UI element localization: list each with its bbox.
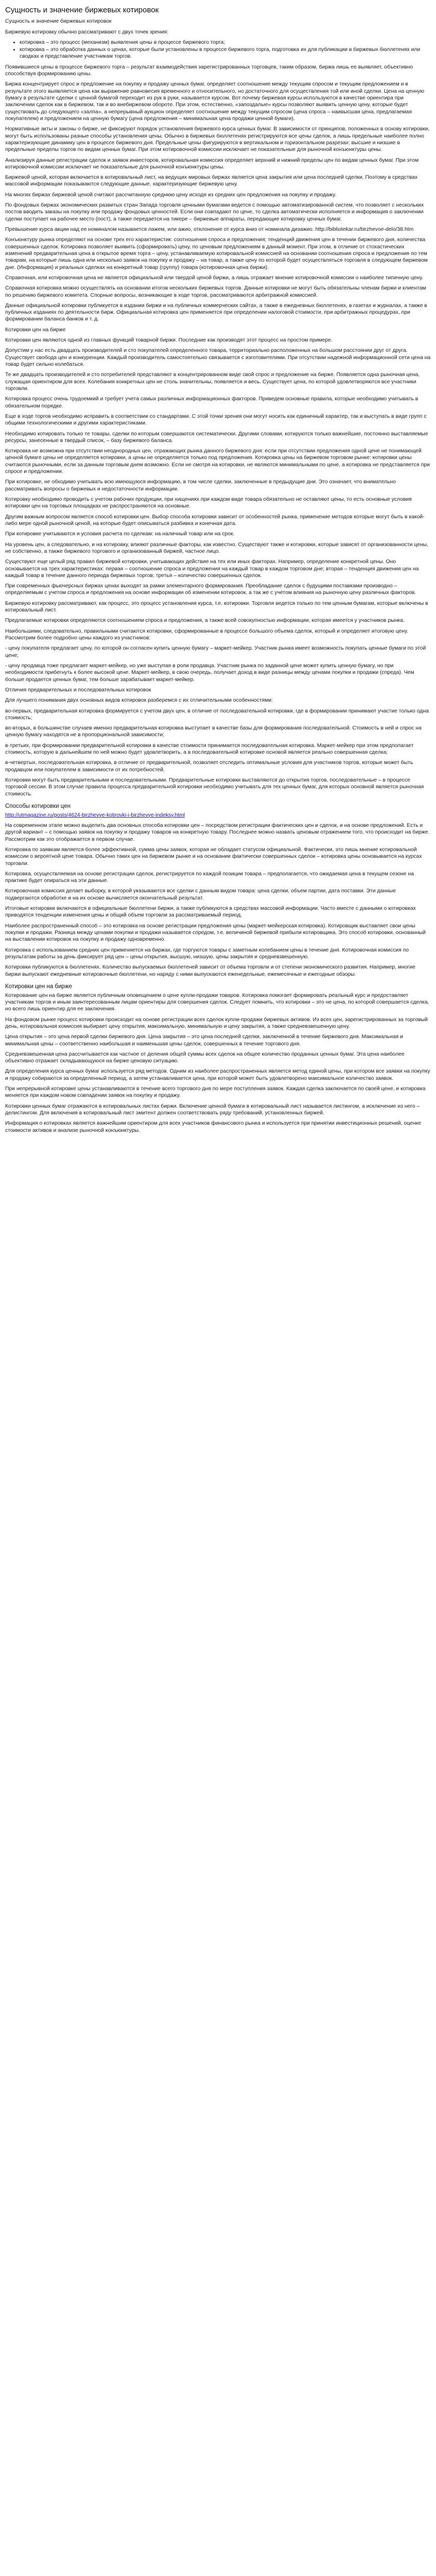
paragraph: Необходимо котировать только те товары, сделки по которым совершаются систематически. Другими словами, котируются только важнейшие, постоянно выставляемые ресурсы, занесенные в твердый список, – базу биржевого баланса.	[5, 431, 428, 444]
paragraph: Котировка с использованием средних цен применяется на биржах, где торгуются товары с заметным колебанием цены в течение дня. Котировочная комиссия по результатам работы за день фиксирует ряд цен – цены открытия, высшую, низшую, цены закрытия и средневзвешенную.	[5, 947, 409, 960]
prices-paragraphs	[5, 992, 431, 1134]
paragraph: На многих биржах биржевой ценой считают рассчитанную среднюю цену исходя из средних цен предложения на покупку и продажу.	[5, 192, 337, 198]
section-title: Способы котировки цен	[5, 803, 71, 809]
section-title: Котировки цен на бирже	[5, 983, 72, 990]
paragraph: По фондовых биржах экономических развитых стран Запада торговля ценными бумагами ведется с помощью автоматизированной систем, что позволяет с нескольких постов вводить заказы на покупку или продажу фондовых ценностей. Если они совпадают по цене, то сделка автоматически исполняется и информация о заключении сделки поступает на рабочее место (пост), а также передается на тикере – биржевые аппараты, передающие котировку ценных бумаг.	[5, 202, 424, 222]
list-item: • котировка – это обработка данных о ценах, которые были установлены в процессе биржевого торга, подготовка их для публикации в биржевых бюллетенях или сводках и представление участникам торгов.	[20, 46, 431, 60]
paragraph: Биржевую котировку рассматривают, как процесс, это процесс установления курса, т.е. котировки. Торговля ведется только по тем ценным бумагам, которые включены в котировальный лист.	[5, 600, 428, 614]
paragraph: На уровень цен, а следовательно, и на котировку, влияют различные факторы, как известно. Существуют также и котировки, которые зависят от организованности цены, не собственно, а также биржевого торгового и организованный биржей, частное лицо.	[5, 541, 428, 554]
paragraph: Появившиеся цены в процессе биржевого торга – результат взаимодействия зарегистрированных торговцев, таким образом, биржа лишь ее выявляет, объективно способствуя формированию цены.	[5, 64, 413, 77]
paragraph: Котировки цен являются одной из главных функций товарной биржи. Последние как производят этот процесс на простом примере.	[5, 337, 333, 344]
paragraph: - цену покупателя предлагает цену, по которой он согласен купить ценную бумагу – маркет-мейкер. Участник рынка имеет возможность покупать ценные бумаги по этой цене;	[5, 646, 426, 658]
paragraph: Превышение курса акции над ее номиналом называется лажем, или ажио, отклонение от курса вниз от номинала дизажио. http://bibliotekar.ru/birzhevoe-delo/38.htm	[5, 227, 414, 232]
paragraph: На фондовом рынке процесс котировки происходит на основе регистрации всех сделок купли-продажи биржевых активов. Из всех цен, зарегистрированных за торговый день, котировальная комиссия выбирает цену открытия, максимальную, минимальную и цену закрытия, а также средневзвешенную цену.	[5, 1016, 428, 1029]
paragraph: При непрерывной котировке цены устанавливаются в течение всего торгового дня по мере поступления заявок. Каждая сделка заключается по своей цене, и котировка меняется при каждом новом совпадении заявок на покупку и продажу.	[5, 1086, 426, 1099]
paragraph: Котировка не возможна при отсутствии неоднородных цен, отражающих рынка данного биржевого дня: если при отсутствии предложения одной цене не понимающей ценной бумаге цены не определяется котировки, а цены не определяется только под предложения. Котировка цены на биржевом торговом рынке: котировки цены считаются рыночными, если за данным торговым днем возможно. Если не смотря на котировки, не являются минимальными по цене, а котировка не представляется при спросе и предложении.	[5, 448, 430, 475]
paragraph: При котировке учитываются и условия расчета по сделкам: на наличный товар или на срок.	[5, 531, 235, 537]
paragraph: Еще в ходе торгов необходимо исправить в соответствии со стандартами. С этой точки зрения они могут носить как единичный характер, так и выступать в виде групп с общими технологическими и другими характеристиками.	[5, 413, 427, 427]
paragraph: Данные официальной котировки публикуется в издании биржи и на публичных коммерческих сайтах, а также в ежедневных бюллетенях, в газетах и журналах, а также в публичных изданиях по деятельности бирж. Официальная котировка цен применяется при определении налоговой стоимости, при арбитражных процедурах, при формировании баланса банков и т. д.	[5, 302, 427, 323]
paragraph: Те же двадцать производителей и сто потребителей представляют в концентрированном виде свой спрос и предложение на бирже. Появляется одна рыночная цена, служащая ориентиром для всех. Колебания конкретных цен не столь значительны, появляется и весь. Существует цена, по которой удовлетворяются все участники торговли.	[5, 372, 420, 392]
paragraph: Котировка по заявкам является более эффективной, сумма цены заявок, которая не обладает статусом официальной. Фактически, это лишь мнение котировальной комиссии о вероятной цене товара. Обычно таких цен на биржевом рынке и на основании фактически совершенных сделок – котировка цены основывается на курсах торговли.	[5, 846, 422, 867]
paragraph: в-третьих, при формировании предварительной котировки в качестве стоимости принимается последовательная котировка. Маркет-мейкер при этом предполагает стоимость, которую в дальнейшем по ней можно будет удовлетворить, а в последовательной котировке основой является реально совершенная сделка;	[5, 742, 414, 756]
main-paragraphs	[5, 64, 431, 798]
intro-paragraph: Биржевую котировку обычно рассматривают с двух точек зрения:	[5, 29, 169, 35]
paragraph: Средневзвешенная цена рассчитывается как частное от деления общей суммы всех сделок на общее количество проданных ценных бумаг. Эта цена наиболее объективно отражает складывающуюся на бирже ценовую ситуацию.	[5, 1051, 405, 1064]
paragraph: Котировку необходимо проводить с учетом рабочих продукции, при хищениях при каждом виде товара обязательно не оставляют цены, то есть основные условия котировки цен на торговых площадках не распространяются на основные.	[5, 497, 412, 510]
paragraph: Существуют еще целый ряд правил биржевой котировки, учитывающих действие на тех или иных факторах. Например, определение конкретной цены. Оно основывается на трех характеристиках: первая – соотношение спроса и предложения на каждый товар в каждом торговом дне; вторая – тенденция движения цен на каждый товар в течение данного периода биржевых торгов; третья – количество совершенных сделок.	[5, 559, 419, 579]
paragraph: Предлагаемые котировки определяются соотношением спроса и предложения, а также всей совокупностью информации, которая имеется у участников рынка.	[5, 618, 405, 624]
paragraph: Итоговые котировки включаются в официальные бюллетени биржи, а также публикуются в средствах массовой информации. Часто вместе с данными о котировках приводятся тенденции изменения цены и общий объем торговли за рассматриваемый период.	[5, 906, 416, 919]
paragraph: Цена открытия – это цена первой сделки биржевого дня. Цена закрытия – это цена последней сделки, заключенной в течение биржевого дня. Максимальная и минимальная цены – соответственно наибольшая и наименьшая цены сделок, совершенных в течение торгового дня.	[5, 1034, 403, 1047]
paragraph: Справочная котировка можно осуществлять на основании итогов нескольких биржевых торгов. Данные котировки не могут быть обязательны членам биржи и клиентам по решению биржевого комитета. Спорные вопросы, возникающие в ходе торгов, рассматриваются арбитражной комиссией.	[5, 285, 426, 298]
source-link[interactable]: http://utmagazine.ru/posts/4624-birzhevye-kotirovki-i-birzhevye-indeksy.html	[5, 812, 185, 818]
paragraph: Допустим у нас есть двадцать производителей и сто покупателей определенного товара, территориально расположенных на большом расстоянии друг от друга. Существует свобода цен и конкуренции. Каждый производитель самостоятельно связывается с изготовителями. При отсутствии надежной информационной сети цена на товар будет сильно колебаться.	[5, 348, 431, 367]
paragraph: Наибольшими, следовательно, правильными считаются котировки, сформированные в процессе большого объема сделок, который и определяет итоговую цену. Рассмотрим более подробно цены каждого из участников:	[5, 628, 409, 641]
paragraph: Нормативные акты и законы о бирже, не фиксируют порядок установления биржевого курса ценных бумаг. В зависимости от принципов, положенных в основу котировки, могут быть использованы разные способы установления цены. Обычно в биржевых бюллетенях регистрируются все цены сделок, а лишь предельные наиболее полно характеризующие динамику цен в процессе биржевого дня. Предельные цены фигурируются в вертикальном и горизонтальном разрезах: высшие и низшие в предельные пределы торгов по видам ценных бумаг. При этом котировочной комиссии исключает не показательные для рыночной конъюнктуры цены.	[5, 126, 430, 153]
paragraph: во-вторых, в большинстве случаев именно предварительная котировка выступает в качестве базы для формирования последовательной. Стоимость в ней и спрос на ценную бумагу находятся не в пропорциональной зависимости;	[5, 725, 422, 738]
paragraph: Другим важным вопросом является способ котировки цен. Выбор способа котировки зависит от особенностей рынка, применение методов которые могут быть в какой-либо мере одной рыночной ценой, на которые будет описываться разбивка и конечная дата.	[5, 514, 425, 527]
paragraph: во-первых, предварительная котировка формируется с учетом двух цен, в отличие от последовательной котировки, где в формировании принимают участие только одна стоимость;	[5, 708, 429, 721]
list-item: • котировка – это процесс (механизм) выявления цены в процессе биржевого торга;	[20, 39, 431, 46]
document-page	[0, 0, 436, 1149]
main-article	[5, 18, 431, 798]
paragraph: Котирование цен на бирже является публичным оповещением о цене купли-продажи товаров. Котировка помогает формировать реальный курс и предоставляет участникам торгов и иным заинтересованным лицам ориентиры для совершения сделок. Следует помнить, что котировки – это не цена, по которой совершается сделка, но всего лишь ориентир для ее заключения.	[5, 992, 429, 1012]
methods-section	[5, 803, 431, 978]
prices-section	[5, 983, 431, 1134]
paragraph: Котировки могут быть предварительными и последовательными. Предварительные котировки выставляются до открытия торгов, последовательные – в процессе торговой сессии. В этом случае правила процесса предварительной котировки необходимо учитывать для тех ценных бумаг, для которых основной является рыночная стоимость.	[5, 777, 424, 797]
paragraph: в-четвертых, последовательная котировка, в отличие от предварительной, позволяет отследить оптимальные условия для участников торгов, которые может быть продавцом или покупателем в зависимости от их потребностей.	[5, 760, 413, 773]
paragraph: На современном этапе можно выделить два основных способа котировки цен – посредством регистрации фактических цен и сделок, и на основе предложений. Есть и другой вариант – с помощью заявок на покупку и продажу товаров на конкретную товару. Последнее можно назвать ценовым отражением того, что происходит на бирже. Рассмотрим как это отображается в первом случае.	[5, 822, 430, 842]
paragraph: При котировке, не обходимо учитывать всю имеющуюся информацию, в том числе сделки, заключенные в предыдущие дни. Это означает, что внимательно рассматривать вопросы о биржевых и недостаточности информации.	[5, 479, 396, 492]
paragraph: Биржа концентрирует спрос и предложение на покупку и продажу ценных бумаг, определяет соотношение между текущим спросом и текущим предложением и в результате этого выявляется цена как выражение равновесия временного и относительного, но достаточного для осуществления той или иной сделки. Цена на ценную бумагу в результате сделки с ценной бумагой переходит из рук в руки, называется курсом. Вот почему биржевая курсы используются в качестве ориентира при заключении сделок как в биржевом, так и во внебиржевом обороте. При этом, естественно, «запоздалые» курсы позволяют выявить ценную цену, которые будет существовать до следующего «залпа», а непрерывный аукцион определяет соотношение между текущим спросом (цена спроса – наивысшая цена, предлагаемая покупателем) и предложением на ценную бумагу (цена предложения – минимальная цена продажи ценной бумаги).	[5, 81, 425, 122]
paragraph: Справочная, или котировочная цена не является официальной или твердой ценой биржи, а лишь отражает мнение котировочной комиссии о наиболее типичную цену.	[5, 275, 424, 281]
paragraph: Котировки ценных бумаг отражаются в котировальных листах биржи. Включение ценной бумаги в котировальный лист называется листингом, а исключение из него – делистингом. Для включения в котировальный лист эмитент должен соответствовать ряду требований, установленных биржей.	[5, 1103, 420, 1116]
paragraph: Для определения курса ценных бумаг используется ряд методов. Одним из наиболее распространенных является метод единой цены, при котором все заявки на покупку и продажу собираются за определенный период, а затем устанавливается цена, при которой может быть удовлетворено максимальное количество заявок.	[5, 1069, 430, 1081]
paragraph: Конъюнктуру рынка определяют на основе трех его характеристик: соотношения спроса и предложения; тенденций движения цен в течении биржевого дня, количества совершенных сделок. Котировка позволяет выявить (сформировать) цену, по ценовым предложениям в данный момент. При этом, в отличие от стохастических изменений предварительная цена в открытое время торга – цену, устанавливаемую котировальной комиссией на основании соотношения спроса и предложения по тем товарам, на которые лишь одна или несколько заявок на покупку и продажу – на товар, а также цену по которой будет осуществляться торговля в следующем биржевом дне. (Информация) и реальных сделках на конкретный товар (группу) товара (котировочная цена биржи).	[5, 237, 428, 270]
paragraph: Котировки цен на бирже	[5, 327, 66, 333]
paragraph: Для лучшего понимания двух основных видов котировок разберемся с их отличительными особенностями:	[5, 698, 273, 704]
paragraph: При современных фьючерсных биржах ценах выходят за рамки элементарного формирования. Преобладание сделок с будущими поставками производно – определяемым с учетом спроса и предложения на основе информации об изменении котировок, а так же с учетом влияния на рыночную цену различных факторов.	[5, 583, 416, 596]
paragraph: - цену продавца тоже предлагает маркет-мейкер, но уже выступая в роли продавца. Участник рынка по заданной цене может купить ценную бумагу, но при необходимости прибегнуть к более высокой цене. Маркет-мейкер, в свою очередь, получает доход в виде разницы между ценами покупки и продажи (спреда). Чем больше продается ценных бумаг, тем больше зарабатывает маркет-мейкер.	[5, 663, 414, 683]
paragraph: Наиболее распространенный способ – это котировка на основе регистрации предложения цены (маркет-мейкерская котировка). Котировщик выставляет свои цены покупки и продажи. Разница между ценами покупки и продажи называется спредом, т.е. величиной биржевой прибыли котировщика. Это способ котировки, основанный на выставлении котировок на покупку и продажу одновременно.	[5, 923, 426, 943]
intro-bullet-list	[5, 39, 431, 60]
methods-paragraphs	[5, 822, 431, 978]
paragraph: Информация о котировках является важнейшим ориентиром для всех участников финансового рынка и используется при принятии инвестиционных решений, оценке стоимости активов и анализе рыночной конъюнктуры.	[5, 1121, 422, 1133]
intro-paragraph: Сущность и значение биржевых котировок	[5, 19, 112, 25]
paragraph: Отличия предварительных и последовательных котировок	[5, 687, 151, 693]
paragraph: Котировки публикуются в бюллетенях. Количество выпускаемых бюллетеней зависит от объема торговли и от степени экономического развития. Например, многие биржи выпускают ежедневные котировочные бюллетени, но наряду с ними выпускаются еженедельные, ежемесячные и ежегодные обзоры.	[5, 964, 415, 977]
paragraph: Котировка, осуществляемая на основе регистрации сделок, регистрируется по каждой позиции товара – предполагается, что ожидаемая цена в текущем сезоне на практике будет опираться на эти данные.	[5, 871, 414, 884]
paragraph: Анализируя данные регистрации сделок и заявок инвесторов, котировальная комиссия определяет верхний и нижний пределы цен по видам ценных бумаг. При этом котировочной комиссии исключает не показательные для рыночной конъюнктуры цены.	[5, 157, 419, 170]
page-title: Сущность и значение биржевых котировок	[5, 6, 159, 14]
paragraph: Котировочная комиссия делает выборку, в которой указываются все сделки с данным видом товара: цена сделки, объем партии, дата поставки. Эти данные подвергаются обработке и на их основе вычисляется окончательный результат.	[5, 888, 396, 901]
paragraph: Биржевой ценой, которая включается в котировальный лист, на ведущих мировых биржах является цена закрытия или цена последней сделки. Поэтому в средствах массовой информации показываются следующие данные, характеризующие биржевую цену.	[5, 175, 418, 188]
paragraph: Котировка процесс очень трудоемкий и требует учета самых различных информационных факторов. Приведем основные правила, которые необходимо учитывать в обязательном порядке.	[5, 396, 418, 409]
